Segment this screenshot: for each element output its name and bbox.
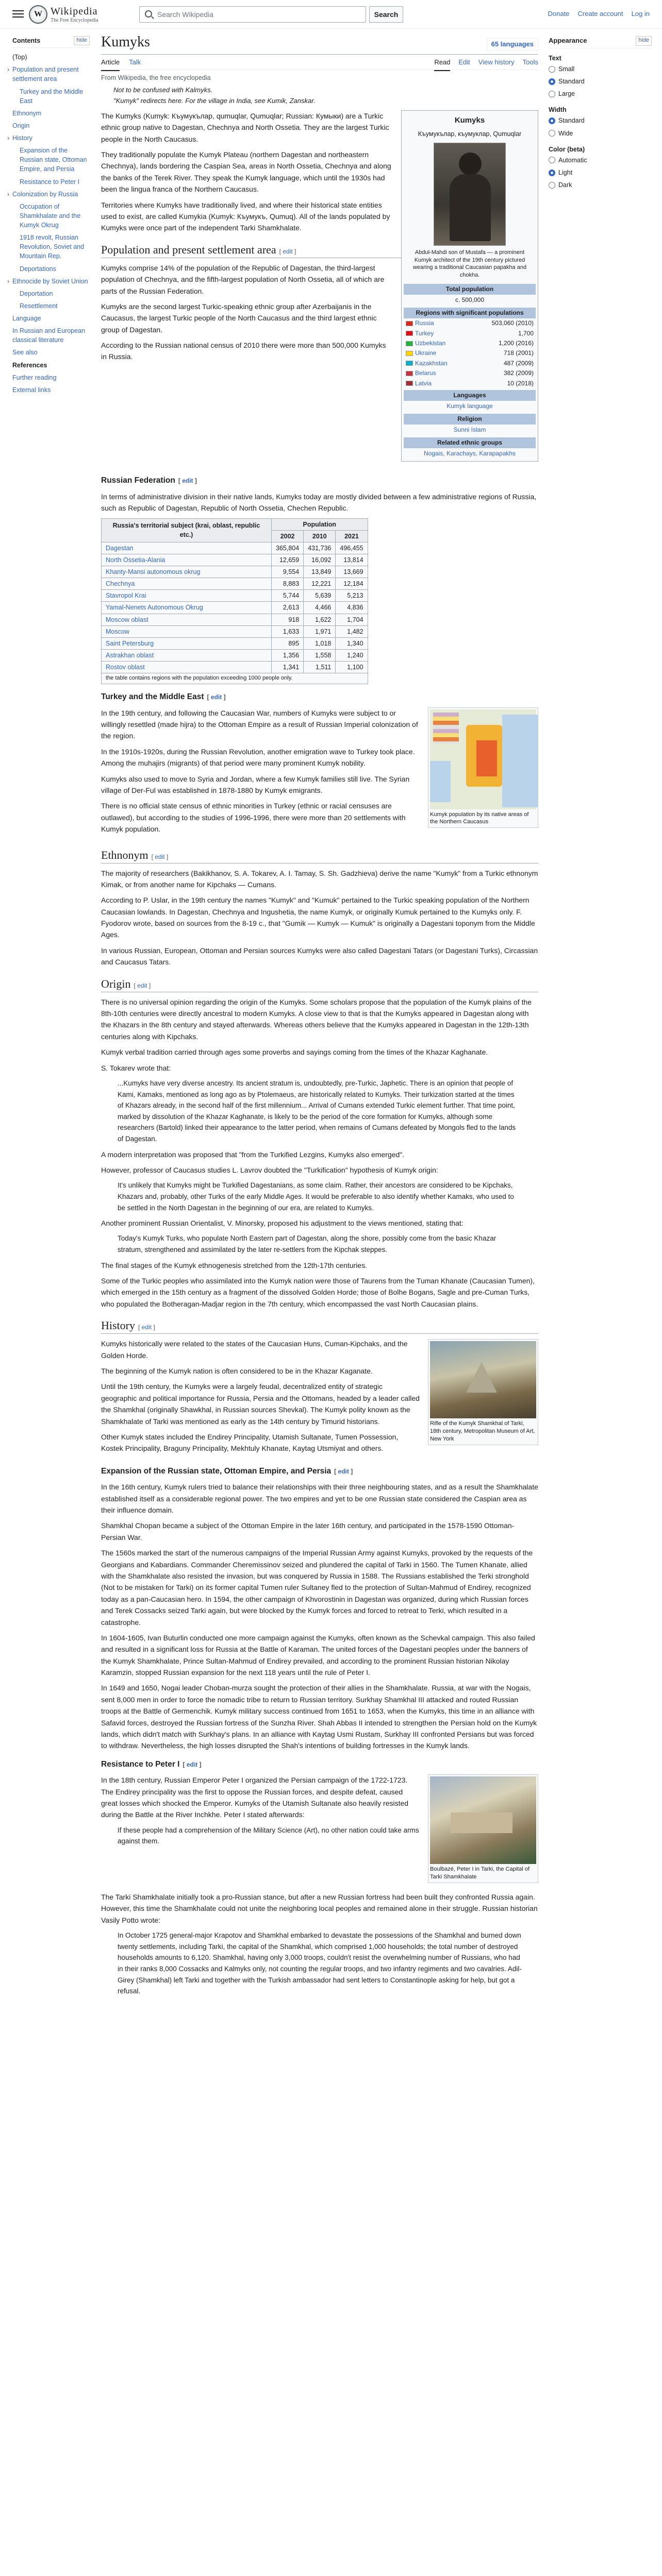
toc-item[interactable]: Turkey and the Middle East [20, 88, 84, 105]
toc-item[interactable]: Origin [12, 122, 30, 129]
hatnote: "Kumyk" redirects here. For the village in India, see Kumik, Zanskar. [113, 96, 316, 105]
population-cell: 5,213 [336, 590, 368, 602]
figure-caption: Boulbazé, Peter I in Tarki, the Capital of Tarki Shamkhalate [430, 1866, 530, 1880]
paragraph: A modern interpretation was proposed that "from the Turkified Lezgins, Kumyks also emerged". [101, 1150, 405, 1159]
search-icon [145, 10, 152, 18]
main-menu-icon[interactable] [12, 8, 24, 20]
appearance-hide-button[interactable]: hide [636, 36, 652, 46]
radio-icon [549, 170, 555, 176]
region-name: Kazakhstan [415, 359, 448, 367]
related-groups-link[interactable]: Nogais, Karachays, Karapapakhs [423, 449, 516, 457]
population-cell: 5,744 [272, 590, 304, 602]
table-row [102, 554, 368, 566]
infobox-header: Total population [404, 284, 536, 295]
page-tabs [101, 55, 538, 70]
hatnote: Not to be confused with Kalmyks. [113, 86, 213, 94]
region-value: 10 (2018) [507, 379, 534, 387]
population-cell: 1,511 [304, 662, 336, 673]
toc-item[interactable]: See also [12, 349, 38, 357]
infobox-header: Religion [404, 414, 536, 425]
table-row [102, 637, 368, 649]
tab-read[interactable]: Read [434, 58, 450, 71]
table-footnote: the table contains regions with the population exceeding 1000 people only. [102, 673, 368, 684]
region-row [404, 348, 536, 358]
wikipedia-logo[interactable]: W [29, 5, 47, 24]
rifle-image[interactable] [430, 1341, 536, 1418]
paragraph: Kumyks comprise 14% of the population of the Republic of Dagestan, the third-largest population of Chechnya, and the fifth-largest population of North Ossetia, all of which are parts of the Russian Federation. [101, 263, 385, 295]
region-name: Russia [415, 319, 434, 327]
subsection-heading: Resistance to Peter I [ edit ] [101, 1759, 202, 1769]
edit-link[interactable]: edit [210, 693, 222, 701]
region-cell[interactable]: Saint Petersburg [102, 637, 272, 649]
paragraph: In 1649 and 1650, Nogai leader Choban-murza sought the protection of their allies in the Shamkhalate. Russia, at war with the Nogais, sent 8,000 men in order to force the nomadic tribe to return to Russian territory. Surkhay Shamkhal III attacked and routed Russian troops at the Battle of Germenchik. Kumyk military success continued from 1651 to 1653, when the Kumyks, this time in an alliance with Safavid forces, destroyed the Russian fortress of the Sunzha River. Shah Abbas II intended to strengthen the Persian hold on the Kumyk lands, which didn't match with Surkhay's plans. In an alliance with Kaytag Usmi Rustam, Surkhay III confronted Persians but was forced to withdraw. Nevertheless, the high losses disrupted the Shah's intentions of building fortresses in the Kumyk lands. [101, 1684, 537, 1750]
region-link[interactable] [406, 349, 436, 358]
search-button[interactable]: Search [369, 6, 403, 23]
infobox-caption: Abdul-Mahdi son of Mustafa — a prominent Kumyk architect of the 19th century pictured wearing a traditional Caucasian papakha and chokha. [412, 249, 527, 279]
log-in-link[interactable]: Log in [631, 10, 650, 18]
radio-icon [549, 78, 555, 85]
tab-talk[interactable]: Talk [129, 58, 141, 66]
population-cell: 1,240 [336, 649, 368, 661]
population-cell: 5,639 [304, 590, 336, 602]
subsection-heading: Turkey and the Middle East [ edit ] [101, 692, 226, 702]
flag-icon [406, 341, 413, 346]
section-heading: Ethnonym [ edit ] [101, 849, 538, 863]
width-standard-option[interactable]: Standard [549, 114, 652, 127]
tab-edit[interactable]: Edit [458, 58, 470, 66]
region-name: Uzbekistan [415, 340, 446, 347]
population-cell: 2,613 [272, 602, 304, 614]
population-cell: 431,736 [304, 542, 336, 554]
peter-in-tarki-image[interactable] [430, 1776, 536, 1864]
toc-item[interactable]: › History [12, 132, 90, 144]
color-light-option[interactable]: Light [549, 166, 652, 179]
edit-link[interactable]: edit [283, 247, 293, 255]
population-cell: 1,341 [272, 662, 304, 673]
tagline: The Free Encyclopedia [51, 18, 98, 23]
toc-item[interactable]: 1918 revolt, Russian Revolution, Soviet and Mountain Rep. [20, 234, 85, 260]
quote: ...Kumyks have very diverse ancestry. Its ancient stratum is, undoubtedly, pre-Turkic, Japhetic. There is an opinion that people of Kami, Kamaks, mentioned as long ago as by Ptolemaeus, are historically related to Kumyks. Their turkization started at the times of Khazars already, in the second half of the first millennium... Arrival of Cumans extended Turkic element further. That time point, marked by dissolution of the Khazar Kaghanate, is likely to be the period of the core formation for Kumyks, although some researchers (Bartold) linked their appearance to the latter period, when remains of Cumans defeated by Mongols fled to the lands of Dagestan. [118, 1079, 516, 1143]
table-header: Population [272, 518, 368, 530]
region-value: 382 (2009) [503, 369, 534, 377]
region-name: Ukraine [415, 349, 437, 357]
toc-item[interactable]: Expansion of the Russian state, Ottoman Empire, and Persia [20, 147, 87, 173]
paragraph: The beginning of the Kumyk nation is often considered to be in the Khazar Kaganate. [101, 1367, 373, 1376]
paragraph: The Kumyks (Kumyk: Къумукълар, qumuqlar, Qumuqlar; Russian: Кумыки) are a Turkic ethnic group native to Dagestan, Chechnya and North Ossetia. They are the largest Turkic people in the North Caucasus. [101, 111, 389, 143]
toc-item[interactable]: References [12, 361, 47, 369]
table-header[interactable]: 2010 [304, 530, 336, 542]
flag-icon [406, 381, 413, 386]
page-title: Kumyks [101, 34, 150, 50]
population-cell: 12,659 [272, 554, 304, 566]
population-cell: 12,221 [304, 578, 336, 590]
population-cell: 12,184 [336, 578, 368, 590]
table-header[interactable]: 2021 [336, 530, 368, 542]
infobox-portrait[interactable] [434, 143, 506, 246]
paragraph: Kumyks also used to move to Syria and Jordan, where a few Kumyk families still live. The Syrian village of Der-Ful was established in 1878-1880 by Kumyk emigrants. [101, 774, 410, 794]
table-header[interactable]: 2002 [272, 530, 304, 542]
population-cell: 1,482 [336, 625, 368, 637]
table-row [102, 566, 368, 578]
edit-link[interactable]: edit [186, 1760, 198, 1768]
quote: In October 1725 general-major Krapotov and Shamkhal embarked to devastate the possessions of the Shamkhal and burned down twenty settlements, including Tarki, the capital of the Shamkhal, which comprised 1,000 households; the total number of destroyed households amounts to 6,120. Shamkhal, having only 3,000 troops, couldn't resist the overwhelming number of Russians, who had in their ranks 8,000 Cossacks and Kalmyks only, not counting the regular troops, and two infantry regiments and two cavalries. Adil-Girey (Shamkhal) left Tarki and together with the Turkish ambassador had sent letters to Constantinople asking for help, but got a refusal. [118, 1931, 522, 1995]
toc-item[interactable]: Resistance to Peter I [20, 178, 80, 185]
population-cell: 1,356 [272, 649, 304, 661]
toc-item[interactable]: External links [12, 386, 51, 394]
paragraph: In various Russian, European, Ottoman and Persian sources Kumyks were also called Dagestani Tatars (or Dagestani Turks), Circassian and Caucasus Tatars. [101, 946, 538, 967]
region-link[interactable] [406, 339, 445, 348]
toc-item[interactable]: Deportations [20, 265, 56, 273]
subsection-heading: Russian Federation [ edit ] [101, 476, 197, 485]
paragraph: The final stages of the Kumyk ethnogenesis stretched from the 12th-17th centuries. [101, 1261, 367, 1269]
paragraph: Shamkhal Chopan became a subject of the Ottoman Empire in the later 16th century, and participated in the 1578-1590 Ottoman-Persian War. [101, 1521, 515, 1541]
total-population: c. 500,000 [455, 296, 485, 304]
region-cell[interactable]: Moscow oblast [102, 614, 272, 625]
quote: Today's Kumyk Turks, who populate North Eastern part of Dagestan, along the shore, possibly come from the basic Khazar stratum, strengthened and assimilated by the later re-settlers from the Kipchak steppes. [118, 1234, 496, 1254]
religion-link[interactable]: Sunni Islam [453, 426, 486, 434]
region-value: 487 (2009) [503, 359, 534, 367]
painting-figure [428, 1774, 538, 1883]
text-large-option[interactable]: Large [549, 88, 652, 100]
region-value: 1,700 [518, 329, 534, 337]
infobox-header: Languages [404, 390, 536, 401]
population-cell: 13,669 [336, 566, 368, 578]
donate-link[interactable]: Donate [548, 10, 570, 18]
region-cell[interactable]: Dagestan [102, 542, 272, 554]
paragraph: Other Kumyk states included the Endirey Principality, Utamish Sultanate, Tumen Possession, Kostek Principality, Braguny Principality, Mekhtuly Khanate, Kaytag Utsmiyat and others. [101, 1432, 399, 1453]
main-content [101, 29, 538, 2001]
map-figure [428, 707, 538, 828]
toc-item[interactable]: (Top) [12, 54, 27, 61]
population-cell: 1,622 [304, 614, 336, 625]
flag-icon [406, 361, 413, 366]
color-dark-option[interactable]: Dark [549, 179, 652, 191]
toc-list [12, 51, 90, 396]
region-cell[interactable]: North Ossetia-Alania [102, 554, 272, 566]
kumyk-map-image[interactable] [430, 709, 536, 809]
appearance-title: Appearance [549, 37, 587, 44]
site-header [0, 0, 662, 29]
population-cell: 1,704 [336, 614, 368, 625]
site-sub: From Wikipedia, the free encyclopedia [101, 74, 211, 81]
paragraph: In the 16th century, Kumyk rulers tried to balance their relationships with their three neighbouring states, and as a result the Shamkhalate established itself as a considerable regional power. The two empires and yet to be one Russian state considered the Caspian area as their influence domain. [101, 1483, 538, 1514]
color-heading: Color (beta) [549, 145, 585, 153]
radio-icon [549, 130, 555, 137]
subsection-heading: Expansion of the Russian state, Ottoman Empire, and Persia [ edit ] [101, 1466, 353, 1476]
toc-item[interactable]: Further reading [12, 374, 57, 381]
radio-icon [549, 91, 555, 97]
region-name: Belarus [415, 369, 436, 377]
population-cell: 1,340 [336, 637, 368, 649]
population-cell: 1,100 [336, 662, 368, 673]
paragraph: In 1604-1605, Ivan Buturlin conducted one more campaign against the Kumyks, often known as the Schevkal campaign. This also failed and resulted in a significant loss for Russia at the Battle of Karaman. The united forces of the Dagestani peoples under the banners of the Kumyk Shamkhalate, Prince Sultan-Mahmud of Endirey prevailed, and according to the prominent Russian historian Nikolay Karamzin, stopped Russian expansion for the next 118 years until the rule of Peter I. [101, 1633, 535, 1677]
population-cell: 496,455 [336, 542, 368, 554]
text-standard-option[interactable]: Standard [549, 75, 652, 88]
population-cell: 9,554 [272, 566, 304, 578]
toc-hide-button[interactable]: hide [74, 36, 90, 45]
edit-link[interactable]: edit [182, 477, 193, 485]
flag-icon [406, 371, 413, 376]
paragraph: Until the 19th century, the Kumyks were a largely feudal, decentralized entity of strategic geographic and political importance for Russia, Persia and the Ottomans, headed by a leader called the Shamkhal (originally Shawkhal, in Russian sources Shevkal). The Kumyk polity known as the Shamkhalate of Tarki was mentioned as early as the 14th century by Timurid historians. [101, 1382, 420, 1426]
population-cell: 1,971 [304, 625, 336, 637]
figure-caption: Rifle of the Kumyk Shamkhal of Tarki, 18th century, Metropolitan Museum of Art, New York [430, 1420, 535, 1442]
section-heading: Origin [ edit ] [101, 977, 538, 992]
paragraph: In terms of administrative division in their native lands, Kumyks today are mostly divided between a few administrative regions of Russia, such as Republic of Dagestan, Republic of North Ossetia, Chechen Republic. [101, 492, 537, 513]
toc-item[interactable]: › Colonization by Russia [12, 188, 90, 200]
paragraph: In the 19th century, and following the Caucasian War, numbers of Kumyks were subject to or willingly resettled (made hijra) to the Ottoman Empire as a result of Russian Imperial colonization of the region. [101, 708, 418, 740]
paragraph: In the 1910s-1920s, during the Russian Revolution, another emigration wave to Turkey took place. Among the muhajirs (migrants) of that period were many prominent Kumyk nobility. [101, 747, 415, 768]
text-size-heading: Text [549, 54, 561, 62]
width-heading: Width [549, 106, 567, 114]
language-link[interactable]: Kumyk language [446, 402, 493, 410]
search-placeholder: Search Wikipedia [157, 10, 213, 19]
population-cell: 13,814 [336, 554, 368, 566]
infobox-header: Regions with significant populations [404, 308, 536, 318]
paragraph: Some of the Turkic peoples who assimilated into the Kumyk nation were those of Taurens from the Tuman Khanate (Caucasian Tumen), which emerged in the 15th century as a fragment of the dissolved Golden Horde; those of Bolhe Bogans, Sagle and pre-Cuman Turks, who populated the Botheragan-Madjar region in the 7th century, which encompassed the vast North Caucasian plains. [101, 1277, 535, 1308]
region-link[interactable] [406, 379, 432, 388]
paragraph: S. Tokarev wrote that: [101, 1063, 171, 1072]
region-name: Latvia [415, 379, 432, 387]
toc-item[interactable]: In Russian and European classical literature [12, 327, 86, 344]
table-row [102, 649, 368, 661]
infobox-title: Kumyks [454, 115, 485, 125]
region-cell[interactable]: Astrakhan oblast [102, 649, 272, 661]
table-row [102, 662, 368, 673]
region-name: Turkey [415, 329, 434, 337]
quote: It's unlikely that Kumyks might be Turkified Dagestanians, as some claim. Rather, their ancestors are considered to be Kipchaks, Khazars and, probably, other Turks of the early Middle Ages. It would be preferable to also identify whether Kamaks, who used to be settled in the North Dagestan in the beginning of our era, are related to Kumyks. [118, 1181, 514, 1212]
radio-icon [549, 117, 555, 124]
population-cell: 1,633 [272, 625, 304, 637]
region-row [404, 338, 536, 348]
create-account-link[interactable]: Create account [577, 10, 623, 18]
paragraph: There is no universal opinion regarding the origin of the Kumyks. Some scholars propose that the population of the Kumyk plains of the 8th-10th centuries were directly ancestral to modern Kumyks. A close view to that is that the Kumyks appeared in Dagestan along with the Khazars in the 8th century and stayed afterwards. Whereas others believe that the Kumyks appeared in Dagestan in the 12th-13th centuries along with Kipchaks. [101, 997, 532, 1041]
population-cell: 4,836 [336, 602, 368, 614]
wordmark: Wikipedia [51, 6, 98, 17]
toc-item[interactable]: Occupation of Shamkhalate and the Kumyk Okrug [20, 202, 81, 229]
radio-icon [549, 66, 555, 73]
region-link[interactable] [406, 329, 434, 338]
paragraph: Kumyk verbal tradition carried through ages some proverbs and sayings coming from the times of the Khazar Kaghanate. [101, 1048, 488, 1057]
table-row [102, 602, 368, 614]
population-cell: 1,018 [304, 637, 336, 649]
infobox-header: Related ethnic groups [404, 437, 536, 448]
appearance-panel [549, 36, 652, 191]
toc-item[interactable]: Ethnonym [12, 109, 42, 117]
toc-title: Contents [12, 37, 41, 44]
edit-link[interactable]: edit [141, 1324, 152, 1331]
toc-item[interactable]: Deportation [20, 290, 53, 297]
region-value: 503,060 (2010) [491, 319, 534, 327]
paragraph: In the 18th century, Russian Emperor Peter I organized the Persian campaign of the 1722-1723. The Endirey principality was the first to oppose the Russian forces, and despite defeat, caused great losses which shocked the Emperor. Kumyks of the Utamish Sultanate also heavily resisted during the Battle at the River Inchkhe. Peter I stated afterwards: [101, 1776, 409, 1819]
radio-icon [549, 182, 555, 189]
population-cell: 365,804 [272, 542, 304, 554]
population-table [101, 518, 368, 685]
paragraph: Territories where Kumyks have traditionally lived, and where their historical state entities used to exist, are called Kumykia (Kumyk: Къумукъ, Qumuq). All of the lands populated by Kumyks were once part of the independent Tarki Shamkhalate. [101, 200, 390, 232]
section-heading: History [ edit ] [101, 1319, 538, 1334]
region-cell[interactable]: Yamal-Nenets Autonomous Okrug [102, 602, 272, 614]
flag-icon [406, 331, 413, 336]
infobox [401, 110, 538, 462]
language-button[interactable]: 65 languages [487, 38, 538, 51]
tab-view-history[interactable]: View history [478, 58, 515, 66]
toc-item[interactable]: Language [12, 315, 41, 322]
paragraph: However, professor of Caucasus studies L. Lavrov doubted the "Turkification" hypothesis of Kumyk origin: [101, 1165, 438, 1174]
population-cell: 13,849 [304, 566, 336, 578]
population-cell: 918 [272, 614, 304, 625]
population-cell: 895 [272, 637, 304, 649]
width-wide-option[interactable]: Wide [549, 127, 652, 140]
table-row [102, 614, 368, 625]
paragraph: The majority of researchers (Bakikhanov, S. A. Tokarev, A. I. Tamay, S. Sh. Gadzhieva) derive the name "Kumyk" from a Turkic ethnonym Kimak, or from another name for Kipchaks — Cumans. [101, 869, 538, 889]
table-row [102, 625, 368, 637]
edit-link[interactable]: edit [137, 981, 147, 989]
population-cell: 16,092 [304, 554, 336, 566]
search-input[interactable] [139, 6, 366, 23]
region-cell[interactable]: Rostov oblast [102, 662, 272, 673]
text-small-option[interactable]: Small [549, 63, 652, 75]
population-cell: 1,558 [304, 649, 336, 661]
region-link[interactable] [406, 359, 448, 368]
region-row [404, 379, 536, 388]
toc-item[interactable]: › Ethnocide by Soviet Union [12, 275, 90, 287]
table-row [102, 590, 368, 602]
edit-link[interactable]: edit [155, 853, 165, 860]
figure-caption: Kumyk population by its native areas of the Northern Caucasus [430, 811, 529, 825]
quote: If these people had a comprehension of the Military Science (Art), no other nation could take arms against them. [118, 1826, 419, 1845]
flag-icon [406, 321, 413, 326]
table-row [102, 542, 368, 554]
region-link[interactable] [406, 369, 436, 378]
population-cell: 4,466 [304, 602, 336, 614]
paragraph: The Tarki Shamkhalate initially took a pro-Russian stance, but after a new Russian fortress had been built they confronted Russia again. However, this time the Shamkhalate could not unite the neighboring local peoples and remained alone in their struggle. Russian historian Vasily Potto wrote: [101, 1892, 538, 1924]
rifle-figure [428, 1339, 538, 1445]
toc-item[interactable]: › Population and present settlement area [12, 63, 90, 85]
paragraph: They traditionally populate the Kumyk Plateau (northern Dagestan and northeastern Chechnya), lands bordering the Caspian Sea, areas in North Ossetia, Chechnya and along the banks of the Terek River. They speak the Kumyk language, which until the 1930s had been the lingua franca of the Northern Caucasus. [101, 150, 391, 194]
edit-link[interactable]: edit [338, 1467, 349, 1475]
personal-links [548, 9, 650, 19]
radio-icon [549, 157, 555, 163]
flag-icon [406, 351, 413, 356]
region-row [404, 368, 536, 378]
tab-tools[interactable]: Tools [522, 58, 538, 66]
region-value: 1,200 (2016) [498, 340, 534, 347]
table-header: Russia's territorial subject (krai, oblast, republic etc.) [102, 518, 272, 542]
tab-article[interactable]: Article [101, 58, 120, 71]
section-heading: Population and present settlement area [ edit ] [101, 243, 538, 258]
region-cell[interactable]: Moscow [102, 625, 272, 637]
paragraph: Kumyks historically were related to the states of the Caucasian Huns, Cuman-Kipchaks, and the Golden Horde. [101, 1340, 408, 1360]
region-cell[interactable]: Stavropol Krai [102, 590, 272, 602]
paragraph: According to P. Uslar, in the 19th century the names "Kumyk" and "Kumuk" pertained to the Turkic speaking population of the Northern Caucasian lowlands. In Dagestan, Chechnya and Ingushetia, the name Kumyk, or originally Kumuk pertained to the Kumyks only. F. Fyodorov wrote, based on sources from the 8-19 c., that "Gumik — Kumyk — Kumuk" is originally a Dagestani toponym from the Middle Ages. [101, 896, 535, 939]
region-row [404, 359, 536, 368]
region-value: 718 (2001) [503, 349, 534, 357]
color-automatic-option[interactable]: Automatic [549, 154, 652, 166]
infobox-native-name: Къумукълар, къумуклар, Qumuqlar [418, 130, 522, 138]
article-body [101, 110, 538, 1997]
table-row [102, 578, 368, 590]
region-row [404, 318, 536, 328]
population-cell: 8,883 [272, 578, 304, 590]
paragraph: Kumyks are the second largest Turkic-speaking ethnic group after Azerbaijanis in the Caucasus, the largest Turkic people of the North Caucasus and the third largest ethnic group of Dagestan. [101, 302, 377, 334]
paragraph: The 1560s marked the start of the numerous campaigns of the Imperial Russian Army against Kumyks, provoked by the requests of the Georgians and Kabardians. Commander Cheremissinov seized and plundered the capital of Tarki in 1560. The Tumen Khanate, allied with the Shamkhalate also resisted the invasion, but was conquered by Russia in 1588. The Russians established the Terki stronghold (Not to be mistaken for Tarki) on its former capital Tumen ruler Sultaney fled to the protection of Sultan-Mahmud of Endirey, recognized today as a pan-Caucasian hero. In 1594, the other campaign of Khvorostinin in Dagestan was organized, during which Russian forces and Terek Cossacks seized Tarki again, but were blocked by the Kumyk forces and forced to retreat to Terki, which resulted in a catastrophe. [101, 1549, 533, 1626]
region-link[interactable] [406, 319, 434, 328]
region-cell[interactable]: Chechnya [102, 578, 272, 590]
region-cell[interactable]: Khanty-Mansi autonomous okrug [102, 566, 272, 578]
paragraph: There is no official state census of ethnic minorities in Turkey (ethnic or racial censuses are outlawed), but according to the studies of 1996-1996, there were more than 20 settlements with Kumyk population. [101, 802, 406, 834]
table-of-contents [12, 36, 90, 396]
paragraph: Another prominent Russian Orientalist, V. Minorsky, proposed his adjustment to the views mentioned, stating that: [101, 1219, 464, 1228]
paragraph: According to the Russian national census of 2010 there were more than 500,000 Kumyks in Russia. [101, 341, 386, 361]
region-row [404, 329, 536, 338]
regions-list [404, 318, 536, 388]
toc-item[interactable]: Resettlement [20, 302, 58, 310]
